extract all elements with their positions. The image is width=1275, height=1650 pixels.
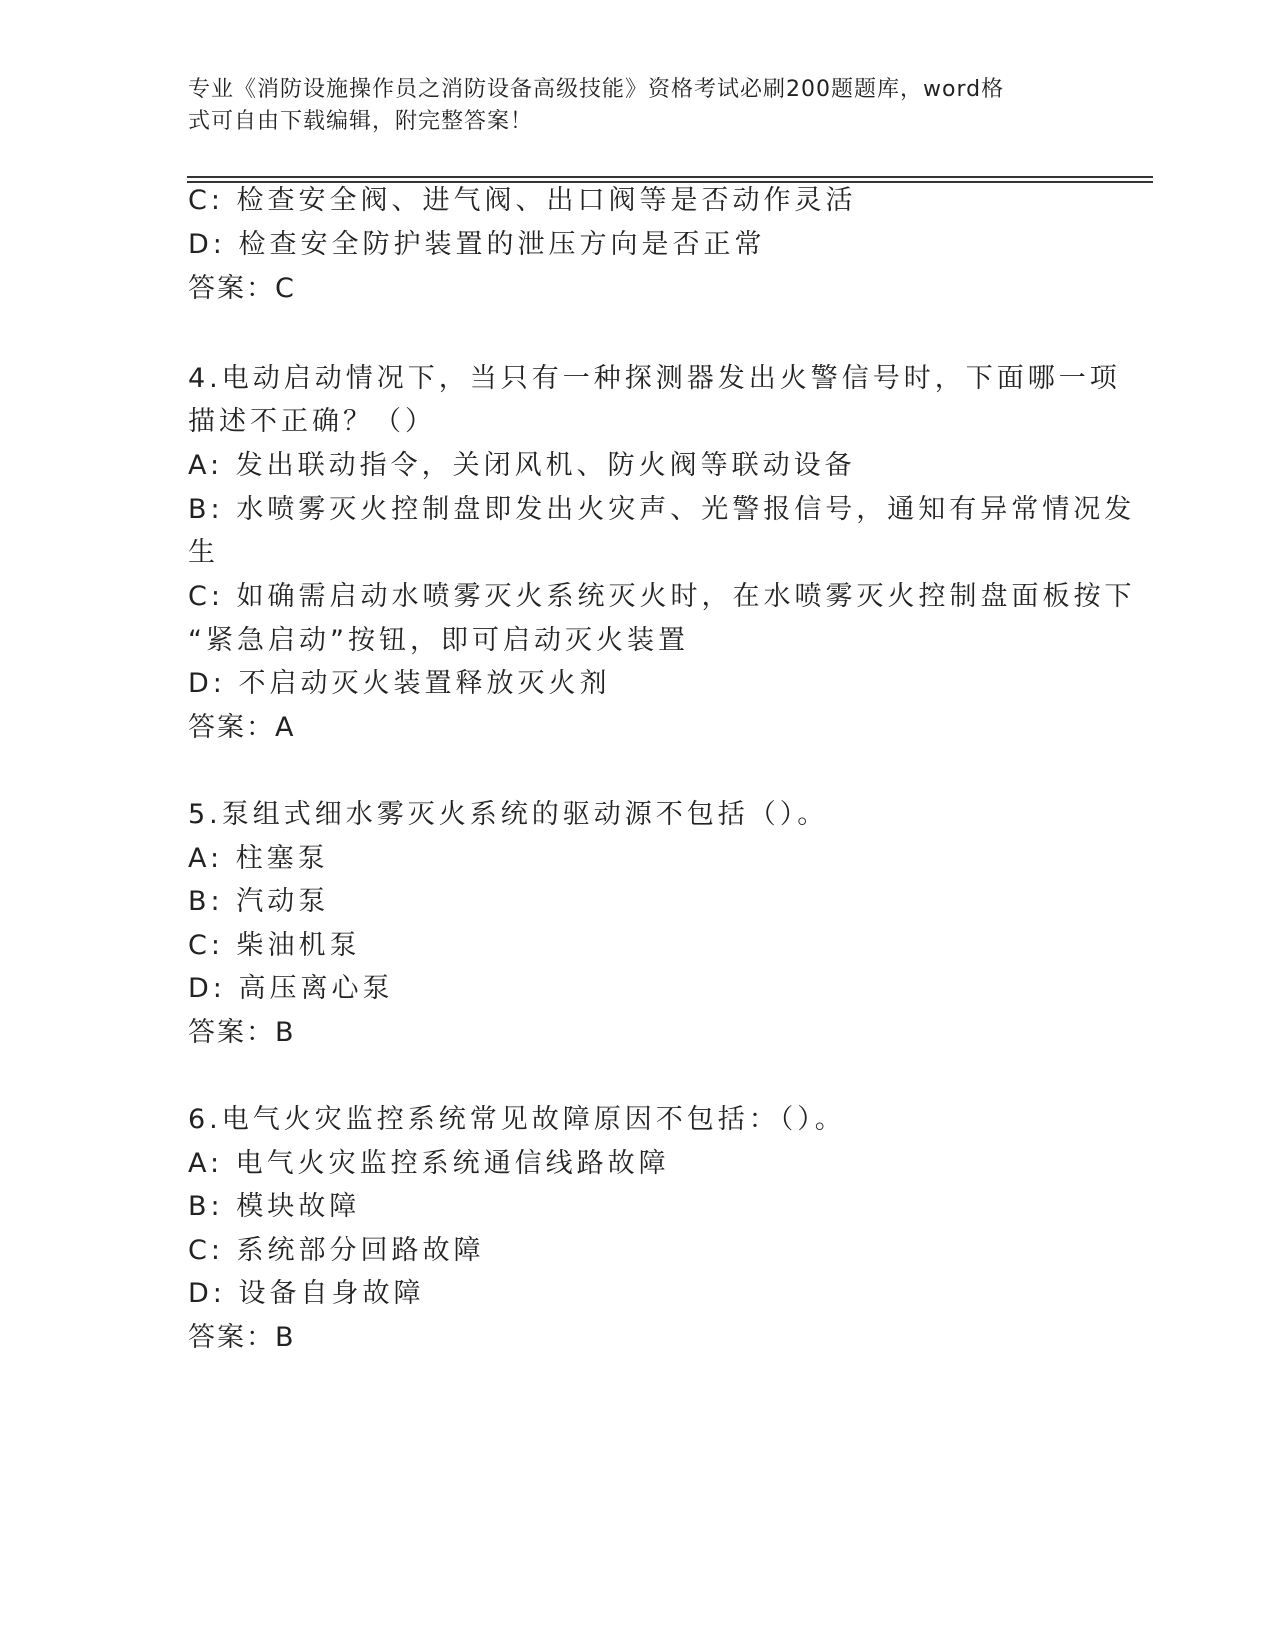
q5-option-b: B: 汽动泵 [188,886,330,917]
q6-stem: 6.电气火灾监控系统常见故障原因不包括：（）。 [188,1104,846,1135]
q4-option-d: D: 不启动灭火装置释放灭火剂 [188,668,611,699]
header-divider-bottom [187,181,1153,183]
q5-option-a: A: 柱塞泵 [188,843,329,874]
q4-option-c-line-2: “紧急启动”按钮，即可启动灭火装置 [188,625,689,656]
q3-option-d: D: 检查安全防护装置的泄压方向是否正常 [188,229,766,260]
q5-answer: 答案：B [188,1017,296,1048]
q5-option-d: D: 高压离心泵 [188,973,394,1004]
q5-option-c: C: 柴油机泵 [188,930,361,961]
q4-answer: 答案：A [188,712,296,743]
q4-stem-line-1: 4.电动启动情况下，当只有一种探测器发出火警信号时，下面哪一项 [188,363,1121,394]
q5-stem: 5.泵组式细水雾灭火系统的驱动源不包括（）。 [188,799,829,830]
header-divider-top [187,176,1153,178]
q4-option-a: A: 发出联动指令，关闭风机、防火阀等联动设备 [188,450,856,481]
q6-answer: 答案：B [188,1322,296,1353]
q6-option-c: C: 系统部分回路故障 [188,1235,485,1266]
q6-option-a: A: 电气火灾监控系统通信线路故障 [188,1148,670,1179]
q3-option-c: C: 检查安全阀、进气阀、出口阀等是否动作灵活 [188,185,857,216]
q4-option-b-line-1: B: 水喷雾灭火控制盘即发出火灾声、光警报信号，通知有异常情况发 [188,494,1136,525]
q4-option-b-line-2: 生 [188,537,219,568]
document-header [188,74,1068,138]
q4-option-c-line-1: C: 如确需启动水喷雾灭火系统灭火时，在水喷雾灭火控制盘面板按下 [188,581,1136,612]
q4-stem-line-2: 描述不正确？（） [188,406,436,437]
q3-answer: 答案：C [188,273,296,304]
q6-option-b: B: 模块故障 [188,1191,361,1222]
header-line-1: 专业《消防设施操作员之消防设备高级技能》资格考试必刷200题题库，word格 [188,77,1005,102]
q6-option-d: D: 设备自身故障 [188,1278,425,1309]
header-line-2: 式可自由下载编辑，附完整答案！ [188,109,534,134]
